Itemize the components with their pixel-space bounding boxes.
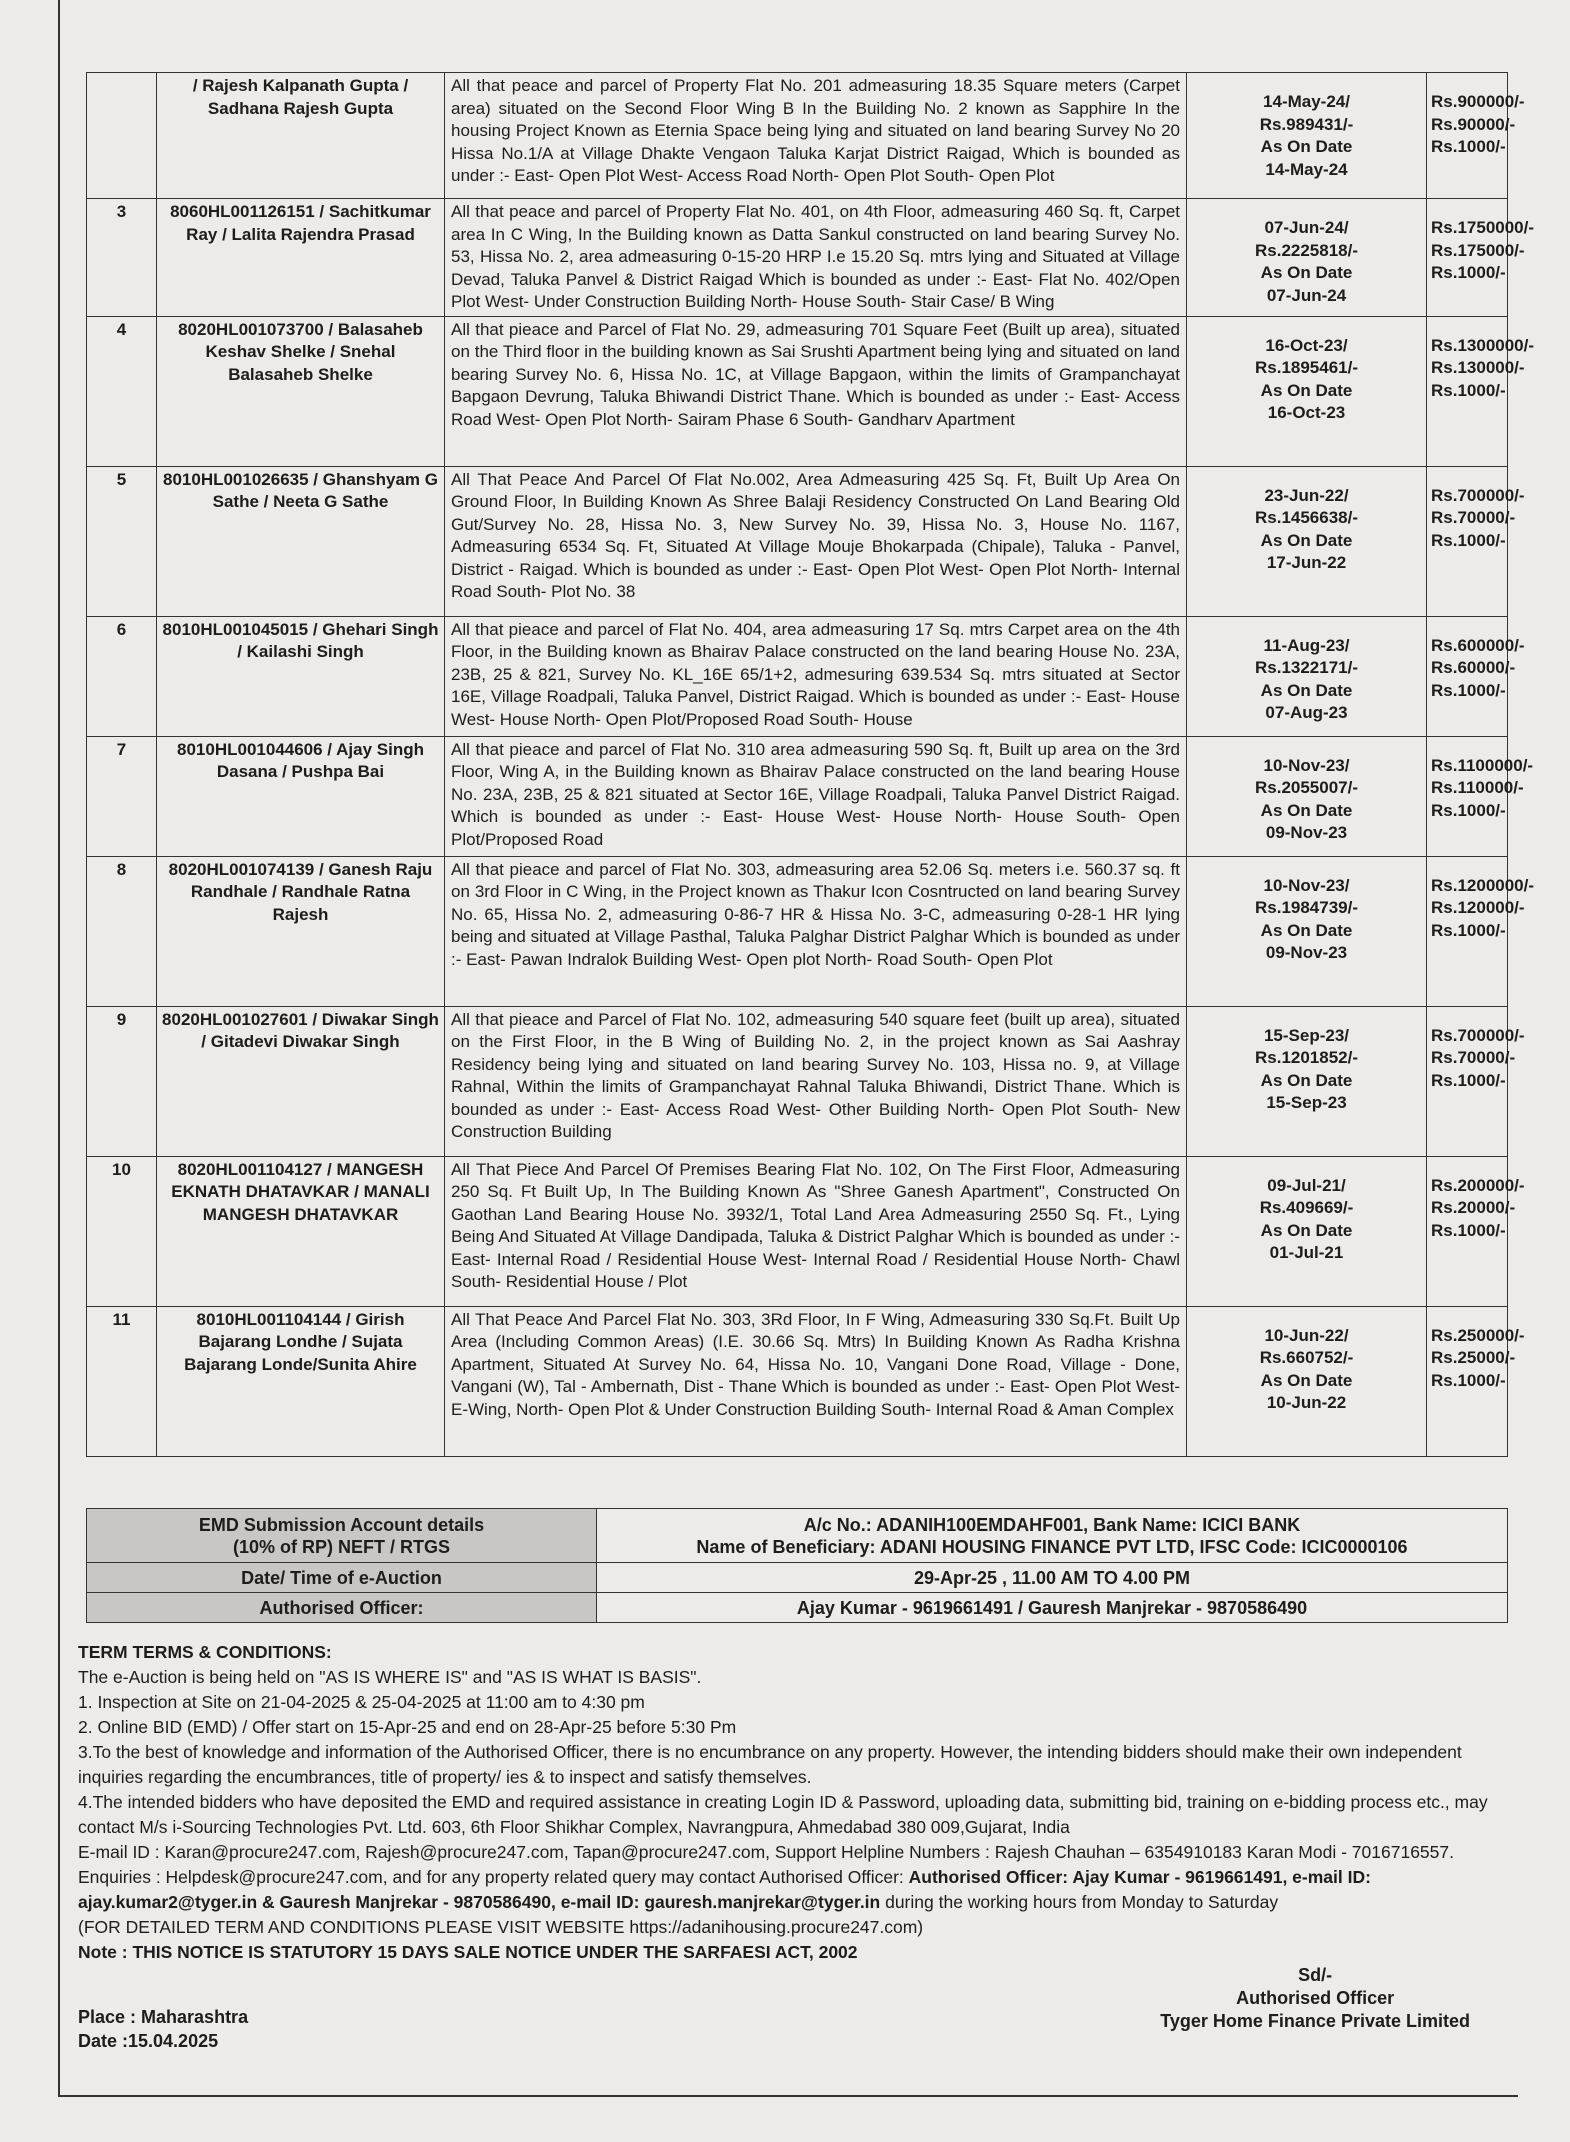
- price-line: Rs.1300000/-: [1431, 335, 1535, 355]
- price-line: Rs.130000/-: [1431, 358, 1525, 377]
- table-row: [87, 199, 1508, 317]
- terms-section: [78, 1640, 1508, 1965]
- property-table: [86, 72, 1535, 1457]
- borrower-cell: 8010HL001026635 / Ghanshyam G Sathe / Neeta G Sathe: [157, 466, 445, 616]
- borrower-cell: 8010HL001104144 / Girish Bajarang Londhe / Sujata Bajarang Londe/Sunita Ahire: [157, 1306, 445, 1456]
- serial-number: [87, 73, 157, 199]
- demand-notice-cell: [1187, 199, 1427, 317]
- demand-line: 07-Jun-24: [1266, 285, 1347, 305]
- price-line: Rs.700000/-: [1431, 1025, 1525, 1045]
- price-line: Rs.70000/-: [1431, 1048, 1516, 1067]
- demand-line: 09-Nov-23: [1265, 823, 1348, 842]
- price-line: Rs.175000/-: [1431, 240, 1525, 260]
- demand-line: Rs.660752/-: [1259, 1348, 1354, 1367]
- officer-value: Ajay Kumar - 9619661491 / Gauresh Manjrekar - 9870586490: [597, 1593, 1508, 1623]
- price-line: Rs.1000/-: [1431, 1070, 1506, 1090]
- place: Place : Maharashtra: [78, 2007, 249, 2027]
- term-1: 1. Inspection at Site on 21-04-2025 & 25-04-2025 at 11:00 am to 4:30 pm: [78, 1692, 645, 1712]
- serial-number: 4: [87, 316, 157, 466]
- demand-line: As On Date: [1260, 530, 1353, 550]
- price-line: Rs.250000/-: [1431, 1325, 1525, 1345]
- demand-line: Rs.1201852/-: [1254, 1048, 1359, 1067]
- demand-line: 10-Nov-23/: [1263, 875, 1350, 895]
- price-line: Rs.1000/-: [1431, 380, 1506, 400]
- signature-block: [1160, 1964, 1470, 2033]
- date: Date :15.04.2025: [78, 2031, 219, 2051]
- borrower-cell: 8020HL001073700 / Balasaheb Keshav Shelke / Snehal Balasaheb Shelke: [157, 316, 445, 466]
- property-description: All that pieace and parcel of Flat No. 310 area admeasuring 590 Sq. ft, Built up area on the 3rd Floor, Wing A, in the Building known as Bhairav Palace constructed on the land bearing House No. 23A, 23B, 25 & 821 situated at Sector 16E, Village Roadpali, Taluka Panvel District Raigad. Which is bounded as under :- East- House West- House North- House South- Open Plot/Proposed Road: [445, 736, 1187, 856]
- price-line: Rs.120000/-: [1431, 898, 1525, 917]
- demand-line: As On Date: [1260, 263, 1353, 282]
- demand-line: 14-May-24/: [1263, 92, 1350, 111]
- demand-notice-cell: [1187, 73, 1427, 199]
- auction-label: Date/ Time of e-Auction: [87, 1563, 597, 1593]
- price-line: Rs.1100000/-: [1431, 755, 1534, 775]
- demand-line: 23-Jun-22/: [1264, 485, 1349, 505]
- demand-line: 01-Jul-21: [1269, 1243, 1344, 1262]
- notice-page: [58, 0, 1535, 2095]
- term-3: 3.To the best of knowledge and information of the Authorised Officer, there is no encumbrance on any property. However, the intending bidders should make their own independent inquiries regarding the encumbrances, title of property/ ies & to inspect and satisfy themselves.: [78, 1742, 1462, 1787]
- emd-label: EMD Submission Account details (10% of RP) NEFT / RTGS: [87, 1509, 597, 1563]
- demand-notice-cell: [1187, 856, 1427, 1006]
- price-line: Rs.1000/-: [1431, 530, 1506, 550]
- demand-line: As On Date: [1260, 680, 1353, 700]
- demand-line: As On Date: [1260, 380, 1353, 400]
- price-line: Rs.700000/-: [1431, 485, 1525, 505]
- property-description: All That Peace And Parcel Flat No. 303, 3Rd Floor, In F Wing, Admeasuring 330 Sq.Ft. Built Up Area (Including Common Areas) (I.E. 30.66 Sq. Mtrs) In Building Known As Radha Krishna Apartment, Situated At Survey No. 64, Hissa No. 10, Vangani Done Road, Village - Done, Vangani (W), Tal - Ambernath, Dist - Thane Which is bounded as under :- East- Open Plot West- E-Wing, North- Open Plot & Under Construction Building South- Internal Road & Aman Complex: [445, 1306, 1187, 1456]
- price-line: Rs.90000/-: [1431, 114, 1516, 134]
- property-description: All that peace and parcel of Property Flat No. 401, on 4th Floor, admeasuring 460 Sq. ft, Carpet area In C Wing, In the Building known as Datta Sankul constructed on land bearing Survey No. 53, Hissa No. 2, area admeasuring 0-15-20 HRP I.e 15.20 Sq. mtrs lying and Situated at Village Devad, Taluka Panvel & District Raigad Which is bounded as under :- East- Flat No. 402/Open Plot West- Under Construction Building North- House South- Stair Case/ B Wing: [445, 199, 1187, 317]
- demand-line: As On Date: [1260, 1070, 1353, 1090]
- price-line: Rs.1000/-: [1431, 137, 1506, 156]
- price-line: Rs.1000/-: [1431, 263, 1506, 282]
- reserve-price-cell: [1427, 1156, 1525, 1306]
- property-description: All that pieace and Parcel of Flat No. 102, admeasuring 540 square feet (built up area), situated on the First Floor, in the B Wing of Building No. 2, in the project known as Sai Aashray Residency being lying and situated on land bearing Survey No. 103, Hissa no. 9, at Village Rahnal, Within the limits of Grampanchayat Rahnal Taluka Bhiwandi, District Thane. Which is bounded as under :- East- Access Road West- Other Building North- Open Plot South- New Construction Building: [445, 1006, 1187, 1156]
- demand-line: As On Date: [1260, 1370, 1353, 1390]
- table-row: [87, 1006, 1508, 1156]
- term-5: E-mail ID : Karan@procure247.com, Rajesh@procure247.com, Tapan@procure247.com, Support Helpline Numbers : Rajesh Chauhan – 6354910183 Karan Modi - 7016716557. Enquiries : Helpdesk@procure247.com, and for any property related query may contact Authorised Officer: Authorised Officer: Ajay Kumar - 9619661491, e-mail ID: ajay.kumar2@tyger.in & Gauresh Manjrekar - 9870586490, e-mail ID: gauresh.manjrekar@tyger.in during the working hours from Monday to Saturday: [78, 1842, 1454, 1912]
- reserve-price-cell: [1427, 73, 1525, 199]
- serial-number: 10: [87, 1156, 157, 1306]
- price-line: Rs.1000/-: [1431, 1220, 1506, 1240]
- demand-line: 16-Oct-23/: [1265, 335, 1348, 355]
- table-row: [87, 1156, 1508, 1306]
- serial-number: 6: [87, 616, 157, 736]
- demand-line: Rs.1895461/-: [1254, 358, 1359, 377]
- borrower-cell: 8020HL001104127 / MANGESH EKNATH DHATAVKAR / MANALI MANGESH DHATAVKAR: [157, 1156, 445, 1306]
- borrower-cell: 8010HL001044606 / Ajay Singh Dasana / Pushpa Bai: [157, 736, 445, 856]
- price-line: Rs.70000/-: [1431, 508, 1516, 527]
- borrower-cell: / Rajesh Kalpanath Gupta / Sadhana Rajesh Gupta: [157, 73, 445, 199]
- property-description: All that pieace and parcel of Flat No. 404, area admeasuring 17 Sq. mtrs Carpet area on the 4th Floor, in the Building known as Bhairav Palace constructed on the land bearing House No. 23A, 23B, 25 & 821, Survey No. KL_16E 65/1+2, admesuring 639.534 Sq. mtrs situated at Sector 16E, Village Roadpali, Taluka Panvel, District Raigad. Which is bounded as under :- East- House West- House North- Open Plot/Proposed Road South- House: [445, 616, 1187, 736]
- demand-line: Rs.2225818/-: [1254, 240, 1359, 260]
- reserve-price-cell: [1427, 736, 1534, 856]
- demand-line: 14-May-24: [1265, 159, 1348, 179]
- demand-notice-cell: [1187, 616, 1427, 736]
- demand-notice-cell: [1187, 1156, 1427, 1306]
- signature-title: Authorised Officer: [1236, 1988, 1395, 2008]
- auction-value: 29-Apr-25 , 11.00 AM TO 4.00 PM: [597, 1563, 1508, 1593]
- price-line: Rs.20000/-: [1431, 1198, 1516, 1217]
- price-line: Rs.1000/-: [1431, 1370, 1506, 1390]
- table-row: [87, 466, 1508, 616]
- demand-notice-cell: [1187, 316, 1427, 466]
- statutory-note: Note : THIS NOTICE IS STATUTORY 15 DAYS SALE NOTICE UNDER THE SARFAESI ACT, 2002: [78, 1942, 858, 1962]
- demand-line: 11-Aug-23/: [1263, 635, 1350, 655]
- demand-line: 09-Nov-23: [1265, 943, 1348, 962]
- place-date: [78, 2005, 248, 2053]
- demand-line: Rs.1984739/-: [1254, 898, 1359, 917]
- demand-line: As On Date: [1260, 800, 1353, 820]
- demand-line: 15-Sep-23: [1266, 1093, 1347, 1112]
- serial-number: 8: [87, 856, 157, 1006]
- signature-company: Tyger Home Finance Private Limited: [1160, 2011, 1470, 2031]
- reserve-price-cell: [1427, 1006, 1525, 1156]
- price-line: Rs.1000/-: [1431, 920, 1506, 940]
- table-row: [87, 856, 1508, 1006]
- price-line: Rs.110000/-: [1431, 778, 1524, 797]
- price-line: Rs.1750000/-: [1431, 218, 1535, 237]
- price-line: Rs.900000/-: [1431, 92, 1525, 111]
- term-2: 2. Online BID (EMD) / Offer start on 15-Apr-25 and end on 28-Apr-25 before 5:30 Pm: [78, 1717, 737, 1737]
- reserve-price-cell: [1427, 316, 1535, 466]
- property-description: All that pieace and Parcel of Flat No. 29, admeasuring 701 Square Feet (Built up area), situated on the Third floor in the building known as Sai Srushti Apartment being lying and situated on land bearing Survey No. 6, Hissa No. 1C, at Village Bapgaon, within the limits of Grampanchayat Bapgaon Devrung, Taluka Bhiwandi District Thane. Which is bounded as under :- East- Access Road West- Open Plot North- Sairam Phase 6 South- Gandharv Apartment: [445, 316, 1187, 466]
- demand-line: 16-Oct-23: [1267, 403, 1346, 422]
- serial-number: 7: [87, 736, 157, 856]
- demand-line: 10-Nov-23/: [1263, 755, 1350, 775]
- property-description: All that pieace and parcel of Flat No. 303, admeasuring area 52.06 Sq. meters i.e. 560.37 sq. ft on 3rd Floor in C Wing, in the Project known as Thakur Icon Cosntructed on land bearing Survey No. 65, Hissa No. 2, admeasuring 0-86-7 HR & Hissa No. 3-C, admeasuring 0-28-1 HR lying being and situated at Village Pasthal, Taluka Palghar District Palghar Which is bounded as under :- East- Pawan Indralok Building West- Open plot North- Road South- Open Plot: [445, 856, 1187, 1006]
- price-line: Rs.25000/-: [1431, 1348, 1516, 1367]
- price-line: Rs.1000/-: [1431, 800, 1506, 820]
- term-4: 4.The intended bidders who have deposited the EMD and required assistance in creating Login ID & Password, uploading data, submitting bid, training on e-bidding process etc., may contact M/s i-Sourcing Technologies Pvt. Ltd. 603, 6th Floor Shikhar Complex, Navrangpura, Ahmedabad 380 009,Gujarat, India: [78, 1792, 1488, 1837]
- emd-value: A/c No.: ADANIH100EMDAHF001, Bank Name: ICICI BANK Name of Beneficiary: ADANI HOUSING FINANCE PVT LTD, IFSC Code: ICIC0000106: [597, 1509, 1508, 1563]
- reserve-price-cell: [1427, 856, 1535, 1006]
- demand-line: 07-Aug-23: [1265, 703, 1348, 722]
- price-line: Rs.600000/-: [1431, 635, 1525, 655]
- auction-info-table: [86, 1508, 1508, 1623]
- demand-line: Rs.1456638/-: [1254, 508, 1359, 527]
- borrower-cell: 8060HL001126151 / Sachitkumar Ray / Lalita Rajendra Prasad: [157, 199, 445, 317]
- table-row: [87, 73, 1508, 199]
- bottom-rule: [58, 2095, 1518, 2097]
- demand-line: Rs.2055007/-: [1254, 778, 1359, 797]
- demand-notice-cell: [1187, 736, 1427, 856]
- serial-number: 3: [87, 199, 157, 317]
- borrower-cell: 8020HL001027601 / Diwakar Singh / Gitadevi Diwakar Singh: [157, 1006, 445, 1156]
- demand-line: Rs.989431/-: [1259, 114, 1354, 134]
- demand-line: As On Date: [1260, 920, 1353, 940]
- reserve-price-cell: [1427, 466, 1525, 616]
- price-line: Rs.1200000/-: [1431, 875, 1535, 895]
- signature-sd: Sd/-: [1298, 1965, 1333, 1985]
- borrower-cell: 8010HL001045015 / Ghehari Singh / Kailashi Singh: [157, 616, 445, 736]
- table-row: [87, 736, 1508, 856]
- demand-line: As On Date: [1260, 1220, 1353, 1240]
- demand-line: 07-Jun-24/: [1264, 218, 1349, 237]
- demand-notice-cell: [1187, 466, 1427, 616]
- price-line: Rs.200000/-: [1431, 1175, 1525, 1195]
- serial-number: 5: [87, 466, 157, 616]
- price-line: Rs.60000/-: [1431, 658, 1516, 677]
- demand-line: As On Date: [1260, 137, 1353, 156]
- serial-number: 11: [87, 1306, 157, 1456]
- officer-label: Authorised Officer:: [87, 1593, 597, 1623]
- term-6: (FOR DETAILED TERM AND CONDITIONS PLEASE VISIT WEBSITE https://adanihousing.procure247.com): [78, 1917, 924, 1937]
- demand-line: 15-Sep-23/: [1263, 1025, 1350, 1045]
- terms-heading: TERM TERMS & CONDITIONS:: [78, 1642, 332, 1662]
- property-description: All That Piece And Parcel Of Premises Bearing Flat No. 102, On The First Floor, Admeasuring 250 Sq. Ft Built Up, In The Building Known As "Shree Ganesh Apartment", Constructed On Gaothan Land Bearing House No. 3932/1, Total Land Area Admeasuring 2550 Sq. Ft., Lying Being And Situated At Village Dandipada, Taluka & District Palghar Which is bounded as under :- East- Internal Road / Residential House West- Internal Road / Residential House North- Chawl South- Residential House / Plot: [445, 1156, 1187, 1306]
- demand-notice-cell: [1187, 1306, 1427, 1456]
- terms-intro: The e-Auction is being held on "AS IS WHERE IS" and "AS IS WHAT IS BASIS".: [78, 1667, 702, 1687]
- reserve-price-cell: [1427, 616, 1525, 736]
- reserve-price-cell: [1427, 1306, 1525, 1456]
- price-line: Rs.1000/-: [1431, 680, 1506, 700]
- borrower-cell: 8020HL001074139 / Ganesh Raju Randhale / Randhale Ratna Rajesh: [157, 856, 445, 1006]
- table-row: [87, 1306, 1508, 1456]
- demand-line: 10-Jun-22/: [1264, 1325, 1349, 1345]
- reserve-price-cell: [1427, 199, 1535, 317]
- property-description: All That Peace And Parcel Of Flat No.002, Area Admeasuring 425 Sq. Ft, Built Up Area On Ground Floor, In Building Known As Shree Balaji Residency Constructed On Land Bearing Old Gut/Survey No. 28, Hissa No. 3, New Survey No. 39, Hissa No. 3, House No. 1167, Admeasuring 6534 Sq. Ft, Situated At Village Mouje Bhokarpada (Chipale), Taluka - Panvel, District - Raigad. Which is bounded as under :- East- Open Plot West- Open Plot North- Internal Road South- Plot No. 38: [445, 466, 1187, 616]
- demand-line: Rs.409669/-: [1259, 1198, 1354, 1217]
- demand-line: 17-Jun-22: [1266, 553, 1347, 572]
- demand-line: Rs.1322171/-: [1254, 658, 1359, 677]
- property-description: All that peace and parcel of Property Flat No. 201 admeasuring 18.35 Square meters (Carpet area) situated on the Second Floor Wing B In the Building No. 2 known as Sapphire In the housing Project Known as Eternia Space being lying and situated on land bearing Survey No 20 Hissa No.1/A at Village Dhakte Vengaon Taluka Karjat District Raigad, Which is bounded as under :- East- Open Plot West- Access Road North- Open Plot South- Open Plot: [445, 73, 1187, 199]
- demand-line: 10-Jun-22: [1266, 1393, 1347, 1412]
- serial-number: 9: [87, 1006, 157, 1156]
- table-row: [87, 616, 1508, 736]
- table-row: [87, 316, 1508, 466]
- demand-notice-cell: [1187, 1006, 1427, 1156]
- demand-line: 09-Jul-21/: [1267, 1175, 1346, 1195]
